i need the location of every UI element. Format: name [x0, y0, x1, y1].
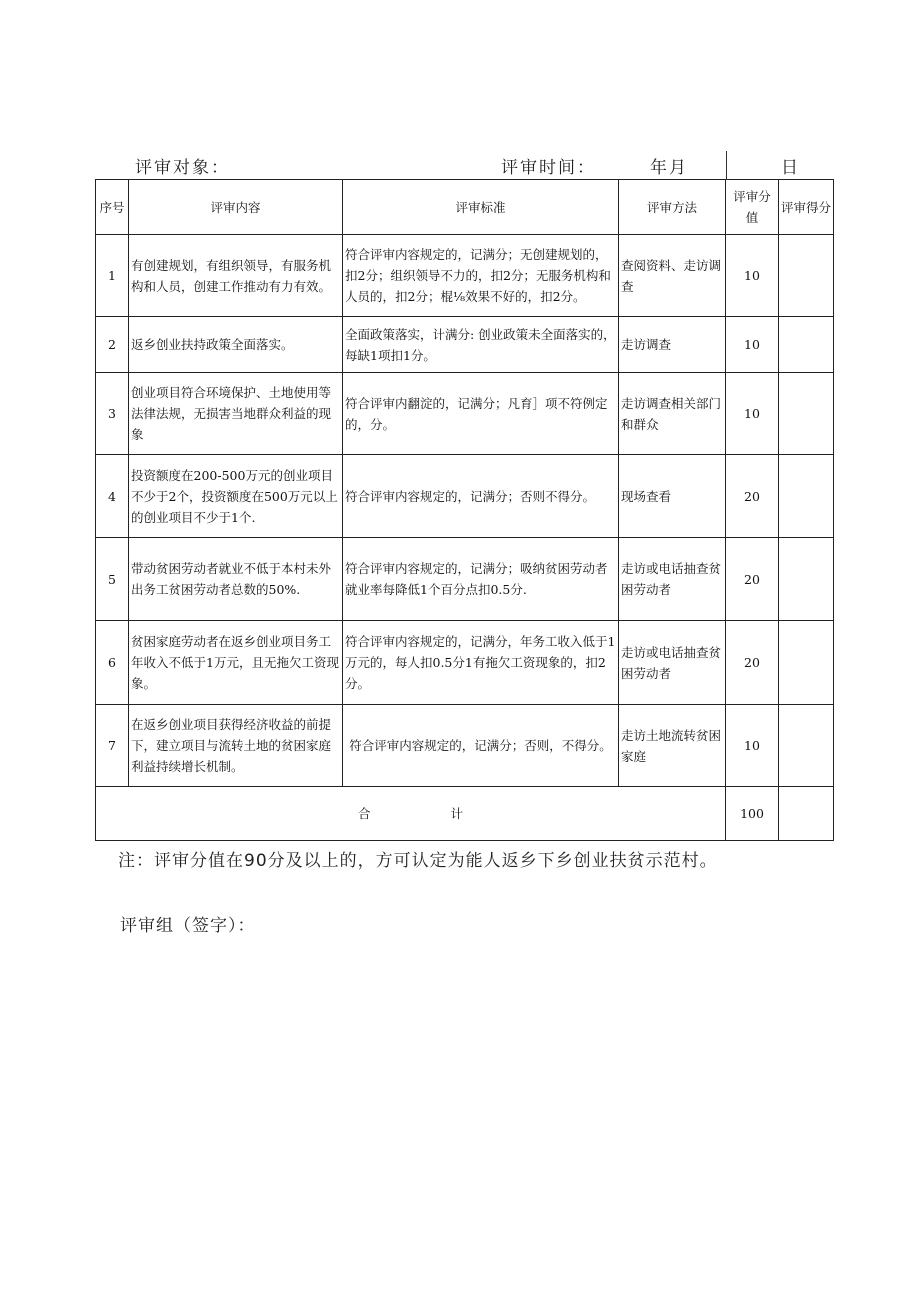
row-method: 走访或电话抽查贫困劳动者: [619, 621, 726, 705]
review-time-label: 评审时间：: [501, 158, 596, 178]
row-content: 返乡创业扶持政策全面落实。: [129, 317, 343, 373]
table-row: [96, 317, 834, 373]
year-month-label: 年月: [650, 158, 688, 178]
col-header-value: 评审分值: [726, 180, 779, 235]
row-content: 投资额度在200-500万元的创业项目不少于2个，投资额度在500万元以上的创业项目不少于1个.: [129, 455, 343, 538]
row-value: 10: [726, 235, 779, 317]
row-method: 走访调查: [619, 317, 726, 373]
col-header-content: 评审内容: [129, 180, 343, 235]
row-no: 2: [96, 317, 129, 373]
row-method: 走访土地流转贫困家庭: [619, 705, 726, 787]
row-standard: 符合评审内容规定的，记满分；否则，不得分。: [343, 705, 619, 787]
row-score[interactable]: [779, 455, 834, 538]
row-value: 10: [726, 373, 779, 455]
table-row: [96, 455, 834, 538]
row-score[interactable]: [779, 373, 834, 455]
row-no: 1: [96, 235, 129, 317]
row-score[interactable]: [779, 317, 834, 373]
row-score[interactable]: [779, 621, 834, 705]
total-value: 100: [726, 787, 779, 841]
row-standard: 符合评审内容规定的，记满分；吸纳贫困劳动者就业率每降低1个百分点扣0.5分.: [343, 538, 619, 621]
row-value: 20: [726, 455, 779, 538]
row-content: 带动贫困劳动者就业不低于本村未外出务工贫困劳动者总数的50%.: [129, 538, 343, 621]
table-row: [96, 705, 834, 787]
row-score[interactable]: [779, 538, 834, 621]
table-row: [96, 621, 834, 705]
total-label-b: 计: [450, 806, 463, 821]
row-content: 在返乡创业项目获得经济收益的前提下，建立项目与流转土地的贫困家庭利益持续增长机制。: [129, 705, 343, 787]
row-value: 10: [726, 705, 779, 787]
col-header-no: 序号: [96, 180, 129, 235]
row-no: 7: [96, 705, 129, 787]
row-standard: 符合评审内容规定的，记满分，年务工收入低于1万元的，每人扣0.5分1有拖欠工资现象的，扣2分。: [343, 621, 619, 705]
table-row: [96, 373, 834, 455]
row-method: 现场查看: [619, 455, 726, 538]
row-no: 4: [96, 455, 129, 538]
row-method: 走访或电话抽查贫困劳动者: [619, 538, 726, 621]
row-standard: 全面政策落实，计满分: 创业政策未全面落实的，每缺1项扣1分。: [343, 317, 619, 373]
review-target-label: 评审对象：: [135, 158, 230, 178]
footnote: 注：评审分值在90分及以上的，方可认定为能人返乡下乡创业扶贫示范村。: [118, 851, 718, 871]
row-standard: 符合评审内容规定的，记满分；否则不得分。: [343, 455, 619, 538]
row-content: 有创建规划，有组织领导，有服务机构和人员，创建工作推动有力有效。: [129, 235, 343, 317]
row-method: 走访调查相关部门和群众: [619, 373, 726, 455]
row-no: 6: [96, 621, 129, 705]
row-standard: 符合评审内翻淀的，记满分；凡育］项不符例定的，分。: [343, 373, 619, 455]
table-header-row: [96, 180, 834, 235]
row-content: 创业项目符合环境保护、土地使用等法律法规，无损害当地群众利益的现象: [129, 373, 343, 455]
day-label: 日: [781, 158, 800, 178]
review-table: [95, 179, 834, 841]
header-divider: [726, 151, 727, 180]
row-value: 10: [726, 317, 779, 373]
total-score[interactable]: [779, 787, 834, 841]
total-label-a: 合: [358, 806, 371, 821]
col-header-standard: 评审标准: [343, 180, 619, 235]
row-score[interactable]: [779, 235, 834, 317]
row-value: 20: [726, 621, 779, 705]
row-content: 贫困家庭劳动者在返乡创业项目务工年收入不低于1万元，且无拖欠工资现象。: [129, 621, 343, 705]
row-standard: 符合评审内容规定的，记满分；无创建规划的，扣2分；组织领导不力的，扣2分；无服务机构和人员的，扣2分；棍⅛效果不好的，扣2分。: [343, 235, 619, 317]
row-no: 3: [96, 373, 129, 455]
table-row: [96, 235, 834, 317]
signature-label: 评审组（签字）：: [120, 916, 256, 936]
row-value: 20: [726, 538, 779, 621]
total-label: [96, 787, 726, 841]
col-header-score: 评审得分: [779, 180, 834, 235]
total-row: [96, 787, 834, 841]
row-score[interactable]: [779, 705, 834, 787]
col-header-method: 评审方法: [619, 180, 726, 235]
row-method: 查阅资料、走访调查: [619, 235, 726, 317]
row-no: 5: [96, 538, 129, 621]
table-row: [96, 538, 834, 621]
